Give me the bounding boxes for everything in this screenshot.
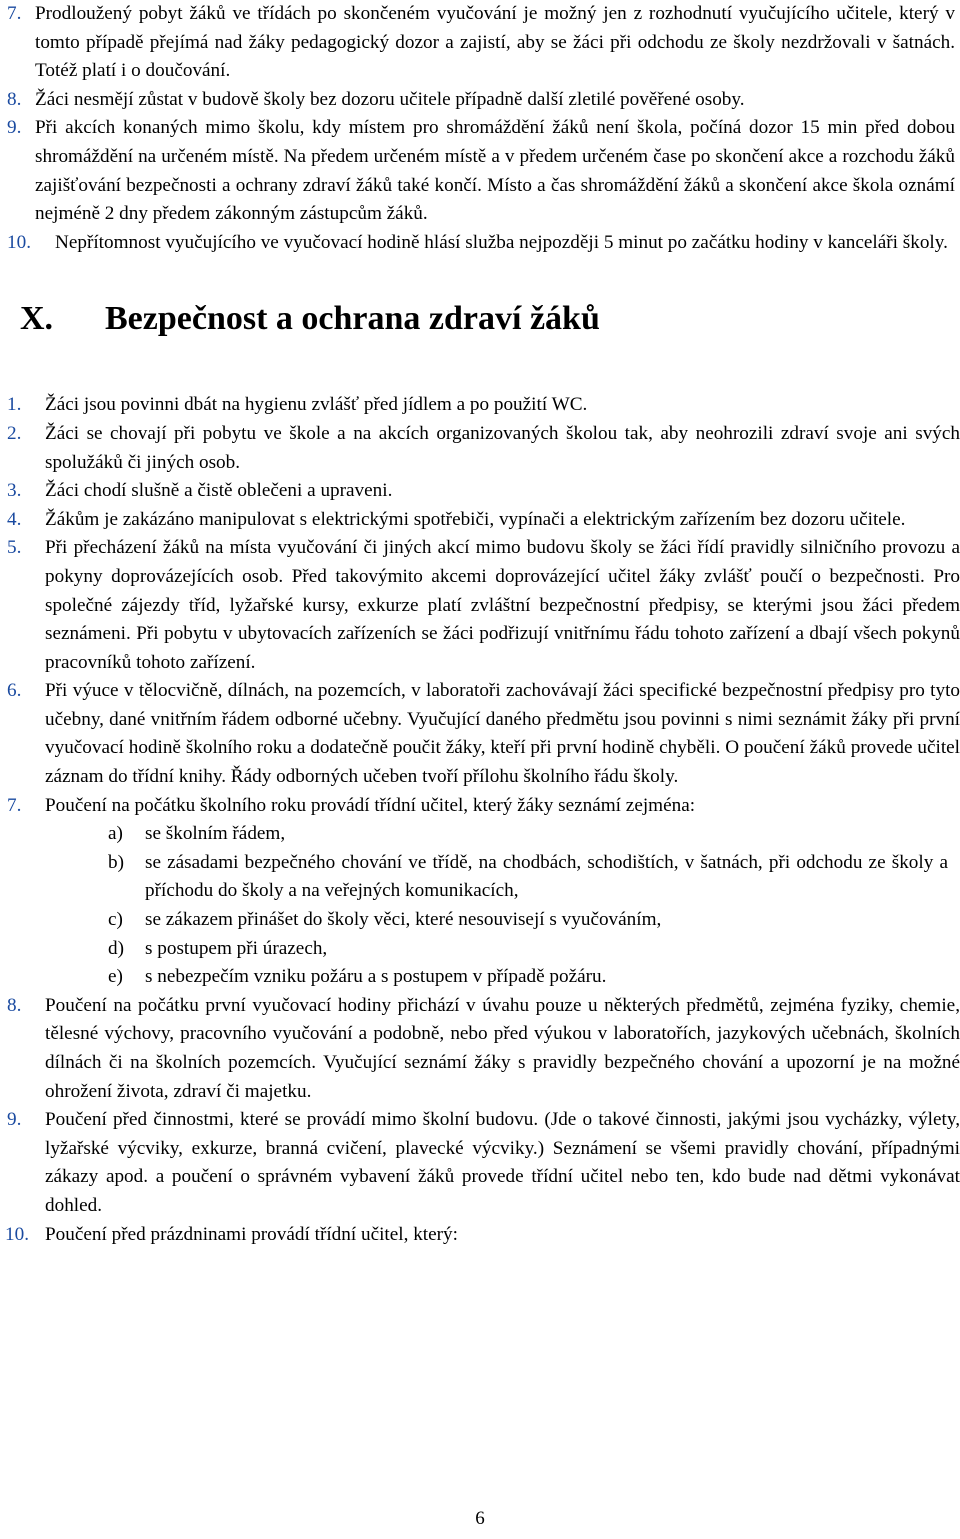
- item-number: 7.: [7, 794, 22, 816]
- sub-list-item: [108, 820, 948, 849]
- list-item: [0, 677, 960, 791]
- item-number: 5.: [7, 537, 22, 559]
- item-number: 8.: [7, 994, 22, 1016]
- item-number: 7.: [7, 3, 22, 24]
- item-number: 3.: [7, 480, 22, 502]
- item-text: Poučení před činnostmi, které se provádí mimo školní budovu. (Jde o takové činnosti, jakými jsou vycházky, výlety, lyžařské výcviky, exkurze, branná cvičení, plavecké výcviky.) Seznámení se všemi pravidly chování, případnými zákazy apod. a poučení o správném vybavení žáků provede třídní učitel nebo ten, kdo bude nad dětmi vykonávat dohled.: [45, 1109, 960, 1216]
- item-text: Žáci se chovají při pobytu ve škole a na akcích organizovaných školou tak, aby neohrozili zdraví svoje ani svých spolužáků či jiných osob.: [45, 422, 960, 473]
- list-item: [0, 114, 960, 228]
- sub-list-item: [108, 935, 948, 964]
- list-item: [0, 792, 960, 821]
- sub-item-text: se zákazem přinášet do školy věci, které nesouvisejí s vyučováním,: [145, 909, 662, 931]
- list-item: [0, 534, 960, 677]
- item-text: Žáci nesmějí zůstat v budově školy bez dozoru učitele případně další zletilé pověřené osoby.: [35, 88, 745, 110]
- sub-item-letter: b): [108, 851, 124, 873]
- item-text: Při výuce v tělocvičně, dílnách, na pozemcích, v laboratoři zachovávají žáci specifické bezpečnostní předpisy pro tyto učebny, dané vnitřním řádem odborné učebny. Vyučující daného předmětu jsou povinni s nimi seznámit žáky při první vyučovací hodině školního roku a dodatečně poučit žáky, kteří při první hodině chyběli. O poučení žáků provede učitel záznam do třídní knihy. Řády odborných učeben tvoří přílohu školního řádu školy.: [45, 680, 960, 788]
- page-number: 6: [475, 1508, 485, 1529]
- item-number: 10.: [7, 231, 31, 253]
- sub-list-item: [108, 849, 948, 906]
- list-item: [0, 1221, 960, 1250]
- list-item: [0, 477, 960, 506]
- item-number: 8.: [7, 88, 22, 110]
- sub-item-letter: a): [108, 823, 123, 845]
- item-text: Poučení na počátku první vyučovací hodiny přichází v úvahu pouze u některých předmětů, zejména fyziky, chemie, tělesné výchovy, pracovního vyučování a podobně, nebo před výukou v laboratořích, jazykových učebnách, školních dílnách či na školních pozemcích. Vyučující seznámí žáky s pravidly bezpečného chování a upozorní je na možné ohrožení života, zdraví či majetku.: [45, 994, 960, 1102]
- sub-item-text: se školním řádem,: [145, 823, 286, 845]
- sub-list: [0, 820, 960, 992]
- sub-item-letter: c): [108, 909, 123, 931]
- sub-item-letter: e): [108, 966, 123, 988]
- item-number: 4.: [7, 508, 22, 530]
- sub-item-text: s nebezpečím vzniku požáru a s postupem v případě požáru.: [145, 966, 607, 988]
- list-item: [0, 420, 960, 477]
- item-text: Poučení na počátku školního roku provádí třídní učitel, který žáky seznámí zejména:: [45, 794, 696, 816]
- item-number: 10.: [5, 1223, 29, 1245]
- section-heading-title: Bezpečnost a ochrana zdraví žáků: [105, 300, 600, 338]
- section-ix-continuation: [0, 0, 960, 257]
- item-text: Při přecházení žáků na místa vyučování či jiných akcí mimo budovu školy se žáci řídí pravidly silničního provozu a pokyny doprovázejících osob. Před takovýmito akcemi doprovázející učitel žáky zvlášť poučí o bezpečnosti. Pro společné zájezdy tříd, lyžařské kursy, exkurze platí zvláštní bezpečnostní předpisy, se kterými jsou žáci předem seznámeni. Při pobytu v ubytovacích zařízeních se žáci podřizují vnitřnímu řádu tohoto zařízení a dbají všech pokynů pracovníků tohoto zařízení.: [45, 537, 960, 673]
- section-x: [0, 391, 960, 1249]
- sub-list-item: [108, 963, 948, 992]
- item-text: Při akcích konaných mimo školu, kdy místem pro shromáždění žáků není škola, počíná dozor 15 min před dobou shromáždění na určeném místě. Na předem určeném místě a v předem určeném čase po skončení akce a rozchodu žáků zajišťování bezpečnosti a ochrany zdraví žáků také končí. Místo a čas shromáždění žáků a skončení akce škola oznámí nejméně 2 dny předem zákonným zástupcům žáků.: [35, 117, 955, 225]
- item-number: 9.: [7, 1109, 22, 1131]
- item-text: Žáci jsou povinni dbát na hygienu zvlášť před jídlem a po použití WC.: [45, 394, 588, 416]
- list-item: [0, 1106, 960, 1220]
- sub-item-text: s postupem při úrazech,: [145, 937, 328, 959]
- item-text: Nepřítomnost vyučujícího ve vyučovací hodině hlásí služba nejpozději 5 minut po začátku hodiny v kanceláři školy.: [55, 231, 948, 253]
- sub-item-text: se zásadami bezpečného chování ve třídě, na chodbách, schodištích, v šatnách, při odchodu ze školy a příchodu do školy a na veřejných komunikacích,: [145, 851, 948, 902]
- item-text: Prodloužený pobyt žáků ve třídách po skončeném vyučování je možný jen z rozhodnutí vyučujícího učitele, který v tomto případě přejímá nad žáky pedagogický dozor a zajistí, aby se žáci při odchodu ze školy nezdržovali v šatnách. Totéž platí i o doučování.: [35, 3, 955, 82]
- item-text: Žákům je zakázáno manipulovat s elektrickými spotřebiči, vypínači a elektrickým zařízením bez dozoru učitele.: [45, 508, 906, 530]
- item-number: 2.: [7, 422, 22, 444]
- item-number: 6.: [7, 680, 22, 702]
- list-item: [0, 229, 960, 258]
- item-number: 1.: [7, 394, 22, 416]
- sub-item-letter: d): [108, 937, 124, 959]
- section-heading-number: X.: [20, 300, 54, 338]
- item-text: Poučení před prázdninami provádí třídní učitel, který:: [45, 1223, 458, 1245]
- list-item: [0, 391, 960, 420]
- item-text: Žáci chodí slušně a čistě oblečeni a upraveni.: [45, 480, 393, 502]
- list-item: [0, 0, 960, 86]
- list-item: [0, 992, 960, 1106]
- sub-list-item: [108, 906, 948, 935]
- section-heading: [20, 299, 960, 339]
- list-item: [0, 506, 960, 535]
- item-number: 9.: [7, 117, 22, 139]
- list-item: [0, 86, 960, 115]
